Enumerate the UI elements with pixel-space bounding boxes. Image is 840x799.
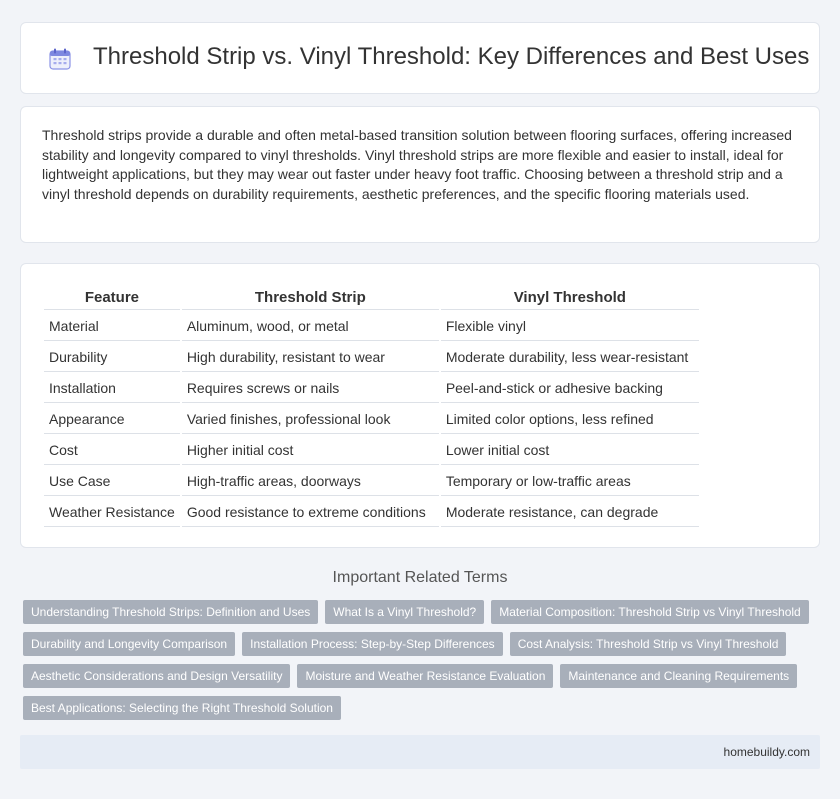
table-row — [44, 374, 699, 403]
cell-feature: Installation — [44, 374, 180, 403]
intro-card — [20, 106, 820, 243]
related-terms-title: Important Related Terms — [332, 569, 508, 586]
related-term-tag[interactable]: Installation Process: Step-by-Step Differences — [242, 632, 503, 656]
cell-vinyl-threshold: Moderate durability, less wear-resistant — [441, 343, 699, 372]
related-term-tag[interactable]: Durability and Longevity Comparison — [23, 632, 235, 656]
cell-feature: Weather Resistance — [44, 498, 180, 527]
cell-vinyl-threshold: Limited color options, less refined — [441, 405, 699, 434]
table-row — [44, 436, 699, 465]
cell-vinyl-threshold: Moderate resistance, can degrade — [441, 498, 699, 527]
related-terms-list — [23, 600, 813, 720]
cell-threshold-strip: Requires screws or nails — [182, 374, 439, 403]
table-row — [44, 467, 699, 496]
cell-feature: Appearance — [44, 405, 180, 434]
table-row — [44, 312, 699, 341]
column-header-vinyl-threshold: Vinyl Threshold — [441, 286, 699, 310]
cell-feature: Material — [44, 312, 180, 341]
cell-threshold-strip: Aluminum, wood, or metal — [182, 312, 439, 341]
cell-vinyl-threshold: Lower initial cost — [441, 436, 699, 465]
cell-feature: Cost — [44, 436, 180, 465]
cell-vinyl-threshold: Peel-and-stick or adhesive backing — [441, 374, 699, 403]
cell-feature: Durability — [44, 343, 180, 372]
related-term-tag[interactable]: Material Composition: Threshold Strip vs Vinyl Threshold — [491, 600, 808, 624]
column-header-feature: Feature — [44, 286, 180, 310]
table-header-row — [44, 286, 699, 310]
intro-text: Threshold strips provide a durable and often metal-based transition solution between flooring surfaces, offering increased stability and longevity compared to vinyl thresholds. Vinyl threshold strips are more flexible and easier to install, ideal for lightweight applications, but they may wear out faster under heavy foot traffic. Choosing between a threshold strip and a vinyl threshold depends on durability requirements, aesthetic preferences, and the specific flooring materials used. — [42, 127, 792, 202]
header-card — [20, 22, 820, 94]
column-header-threshold-strip: Threshold Strip — [182, 286, 439, 310]
related-term-tag[interactable]: Cost Analysis: Threshold Strip vs Vinyl Threshold — [510, 632, 787, 656]
page-title: Threshold Strip vs. Vinyl Threshold: Key Differences and Best Uses — [93, 43, 810, 70]
comparison-table — [42, 284, 701, 529]
table-row — [44, 343, 699, 372]
related-term-tag[interactable]: What Is a Vinyl Threshold? — [325, 600, 484, 624]
related-term-tag[interactable]: Best Applications: Selecting the Right Threshold Solution — [23, 696, 341, 720]
cell-feature: Use Case — [44, 467, 180, 496]
comparison-card — [20, 263, 820, 548]
cell-threshold-strip: High-traffic areas, doorways — [182, 467, 439, 496]
related-term-tag[interactable]: Aesthetic Considerations and Design Versatility — [23, 664, 290, 688]
footer-site[interactable]: homebuildy.com — [723, 745, 810, 759]
cell-threshold-strip: Higher initial cost — [182, 436, 439, 465]
table-row — [44, 498, 699, 527]
cell-vinyl-threshold: Flexible vinyl — [441, 312, 699, 341]
calendar-icon — [48, 47, 72, 71]
cell-threshold-strip: Varied finishes, professional look — [182, 405, 439, 434]
cell-vinyl-threshold: Temporary or low-traffic areas — [441, 467, 699, 496]
footer — [20, 735, 820, 769]
related-term-tag[interactable]: Maintenance and Cleaning Requirements — [560, 664, 797, 688]
related-term-tag[interactable]: Understanding Threshold Strips: Definition and Uses — [23, 600, 318, 624]
cell-threshold-strip: High durability, resistant to wear — [182, 343, 439, 372]
related-term-tag[interactable]: Moisture and Weather Resistance Evaluation — [297, 664, 553, 688]
cell-threshold-strip: Good resistance to extreme conditions — [182, 498, 439, 527]
table-row — [44, 405, 699, 434]
